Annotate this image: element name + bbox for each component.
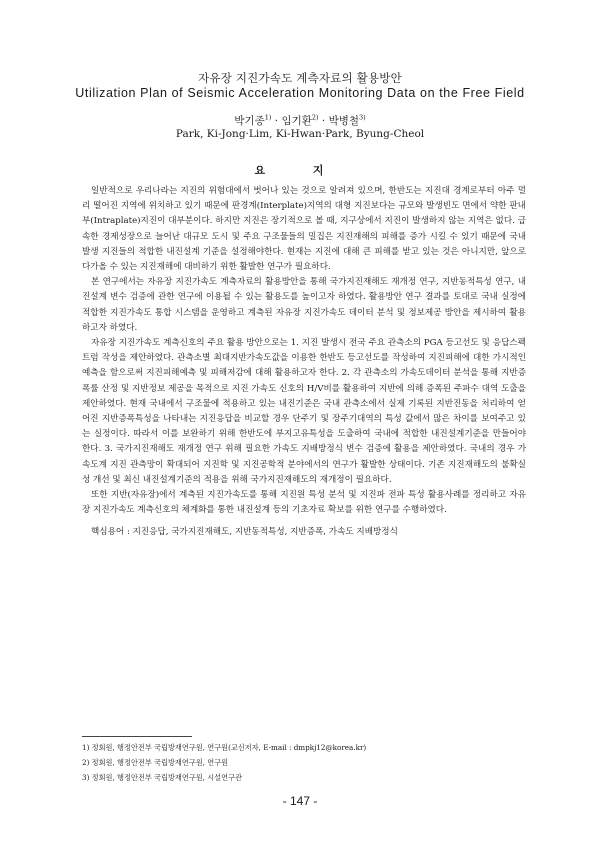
footnote-item: 2) 정회원, 행정안전부 국립방재연구원, 연구원: [82, 758, 229, 767]
page-number: - 147 -: [282, 794, 318, 808]
keywords: [91, 525, 531, 537]
footnotes: [82, 740, 526, 785]
footnote-divider: [82, 736, 192, 737]
footnote-item: 1) 정회원, 행정안전부 국립방재연구원, 연구원(교신저자, E-mail : dmpkj12@korea.kr): [82, 743, 367, 752]
abstract-paragraph: 자유장 지진가속도 계측신호의 주요 활용 방안으로는 1. 지진 발생시 전국 주요 관측소의 PGA 등고선도 및 응답스펙트럼 작성을 제안하였다. 관측소별 최대지반가속도값을 이용한 한반도 등고선도를 작성하여 지진피해에 대한 가시적인 예측을 함으로써 지진피해예측 및 피해저감에 대해 활용하고자 한다. 2. 각 관측소의 가속도데이터 분석을 통해 지반증폭률 산정 및 지반정보 제공을 목적으로 지진 가속도 신호의 H/V비를 활용하여 지반에 의해 증폭된 주파수 대역 도출을 제안하였다. 현재 국내에서 구조물에 적용하고 있는 내진기준은 국내 관측소에서 실제 기록된 지반진동을 처리하여 얻어진 지반증폭특성을 나타내는 지진응답을 비교할 경우 단주기 및 장주기대역의 특성 값에서 많은 차이를 보여주고 있는 실정이다. 따라서 이를 보완하기 위해 한반도에 부지고유특성을 도출하여 국내에 적합한 내진설계기준을 만들어야 한다. 3. 국가지진재해도 재개정 연구 위해 필요한 가속도 지배방정식 변수 검증에 활용을 제안하였다. 국내의 경우 가속도계 지진 관측망이 확대되어 지진학 및 지진공학적 분야에서의 연구가 활발한 상태이다. 기존 지진재해도의 불확실성 개선 및 최신 내진설계기준의 적용을 위해 국가지진재해도의 재개정이 필요하다.: [82, 338, 526, 485]
abstract-heading: 요 지: [254, 164, 346, 177]
abstract-paragraph: 일반적으로 우리나라는 지진의 위험대에서 벗어나 있는 것으로 알려져 있으며, 한반도는 지진대 경계로부터 아주 멀리 떨어진 지역에 위치하고 있기 때문에 판경계(Interplate)지역의 대형 지진보다는 규모와 발생빈도 면에서 약한 판내부(Intraplate)지진이 대부분이다. 하지만 지진은 장기적으로 볼 때, 지구상에서 지진이 발생하지 않는 지역은 없다. 급속한 경제성장으로 늘어난 대규모 도시 및 주요 구조물들의 밀집은 지진재해의 피해를 증가 시킬 수 있기 때문에 국내 발생 지진들의 적합한 내진설계 기준을 설정해야한다. 현재는 지진에 대해 큰 피해를 받고 있는 것은 아니지만, 앞으로 다가올 수 있는 지진재해에 대비하기 위한 활발한 연구가 필요하다.: [82, 186, 526, 273]
author-mark: 3): [359, 113, 366, 122]
abstract-body: [82, 184, 526, 518]
author-separator: ·: [321, 115, 326, 127]
authors-korean: [0, 113, 600, 128]
author-name: 박병철: [328, 115, 360, 127]
abstract-paragraph: 또한 지반(자유장)에서 계측된 지진가속도를 통해 지진원 특성 분석 및 지진파 전파 특성 활용사례를 정리하고 자유장 지진가속도 계측신호의 체계화를 통한 내진설계 등의 기초자료 확보를 위한 연구를 수행하였다.: [82, 490, 526, 516]
keywords-text: 지진응답, 국가지진재해도, 지반동적특성, 지반증폭, 가속도 지배방정식: [132, 527, 398, 537]
author-mark: 2): [311, 113, 319, 122]
author-mark: 1): [264, 113, 272, 122]
author-name: 박기종: [234, 115, 265, 127]
keywords-label: 핵심용어 :: [91, 527, 130, 537]
author-separator: ·: [274, 115, 279, 127]
abstract-paragraph: 본 연구에서는 자유장 지진가속도 계측자료의 활용방안을 통해 국가지진재해도 재개정 연구, 지반동적특성 연구, 내진설계 변수 검증에 관한 연구에 이용될 수 있는 활용도를 높이고자 하였다. 활용방안 연구 결과를 토대로 국내 실정에 적합한 지진가속도 통합 시스템을 운영하고 계측된 자유장 지진가속도 데이터 분석 및 정보제공 방안을 제시하여 활용하고자 하였다.: [82, 277, 526, 333]
title-korean: 자유장 지진가속도 계측자료의 활용방안: [198, 71, 402, 85]
author-name: 임기환: [281, 115, 312, 127]
title-english: Utilization Plan of Seismic Acceleration Monitoring Data on the Free Field: [75, 86, 525, 100]
footnote-item: 3) 정회원, 행정안전부 국립방재연구원, 시설연구관: [82, 773, 242, 782]
authors-english: Park, Ki-Jong·Lim, Ki-Hwan·Park, Byung-Cheol: [175, 128, 425, 140]
